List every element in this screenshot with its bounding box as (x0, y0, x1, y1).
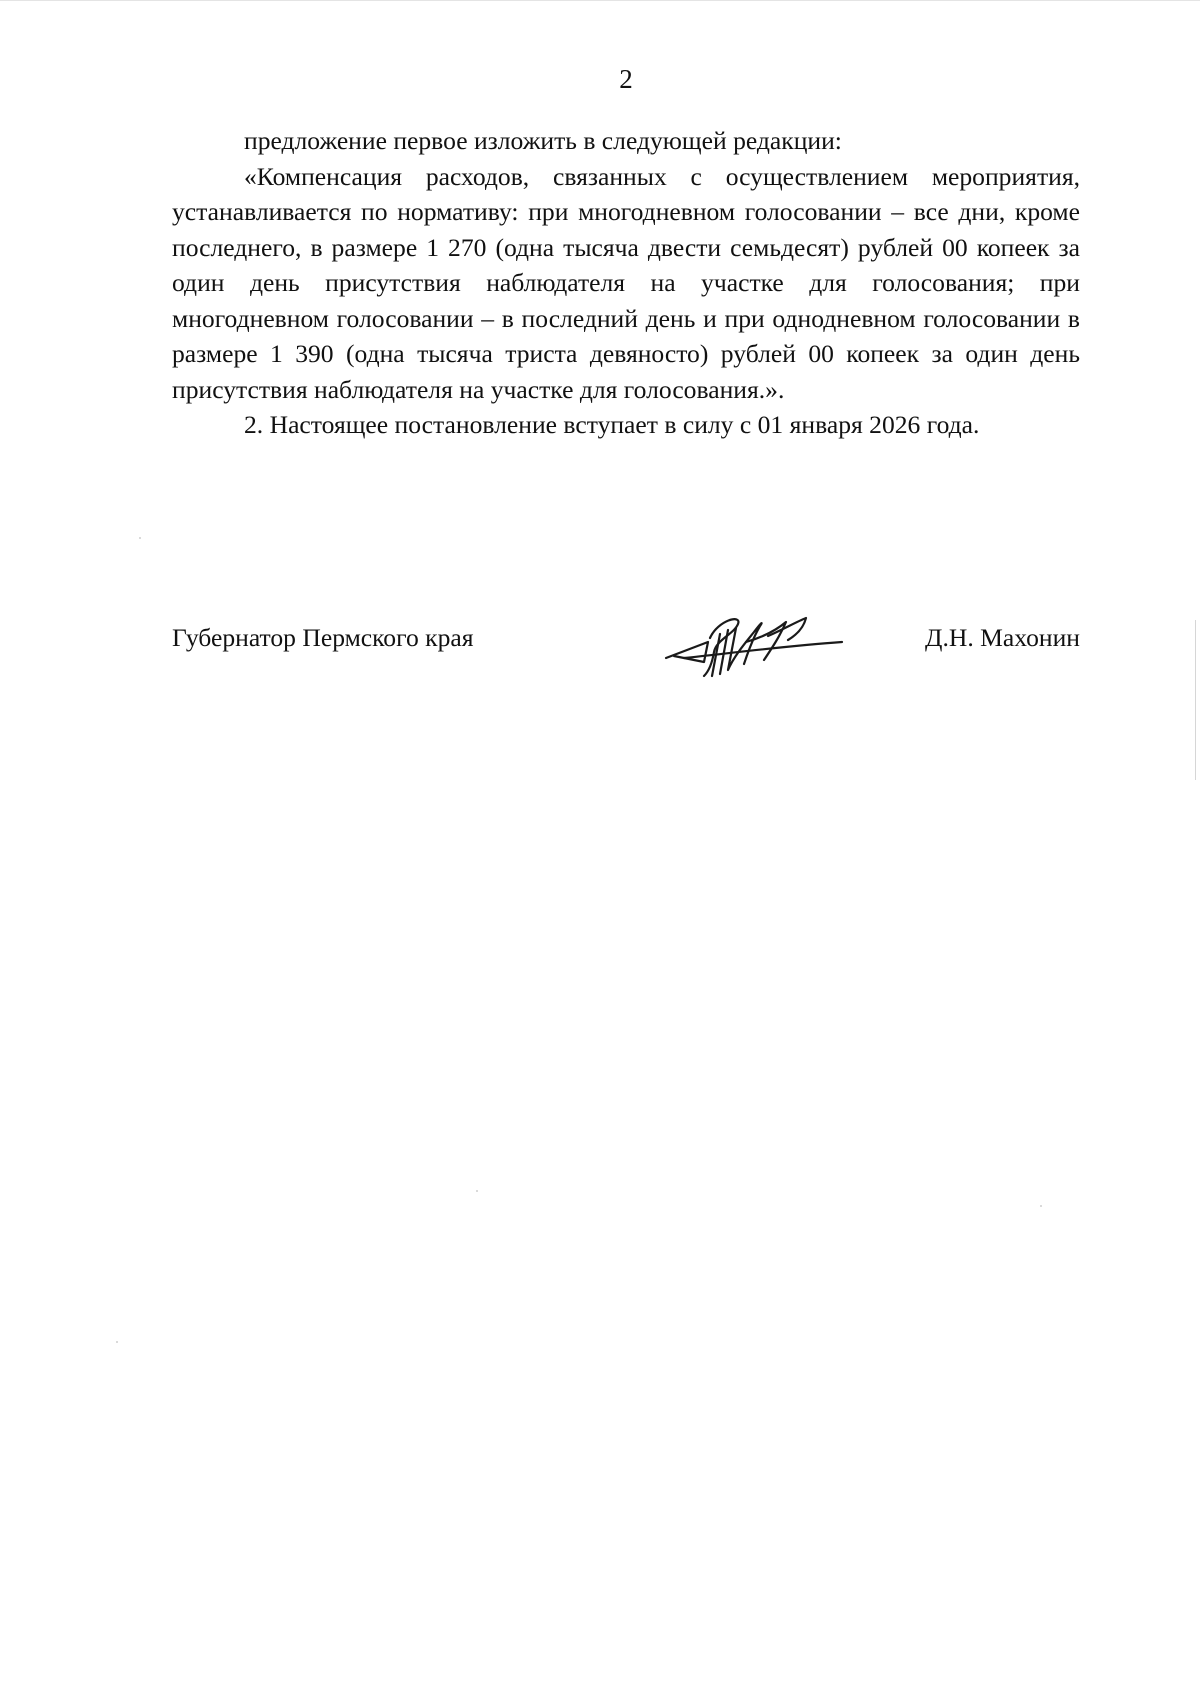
paragraph-intro: предложение первое изложить в следующей редакции: (244, 126, 842, 155)
page-number: 2 (619, 64, 633, 94)
paragraph-quote: «Компенсация расходов, связанных с осуществлением мероприятия, устанавливается по нормативу: при многодневном голосовании – все дни, кроме последнего, в размере 1 270 (одна тысяча двести семьдесят) рублей 00 копеек за один день присутствия наблюдателя на участке для голосования; при многодневном голосовании – в последний день и при однодневном голосовании в размере 1 390 (одна тысяча триста девяносто) рублей 00 копеек за один день присутствия наблюдателя на участке для голосования.». (172, 161, 1080, 404)
signer-name: Д.Н. Махонин (925, 623, 1080, 652)
signer-title: Губернатор Пермского края (172, 623, 474, 652)
scan-speck (1040, 1205, 1042, 1207)
scan-speck (139, 537, 141, 539)
scan-edge-right (1195, 620, 1196, 780)
paragraph-effective-date: 2. Настоящее постановление вступает в силу с 01 января 2026 года. (244, 410, 980, 439)
scan-speck (116, 1341, 118, 1343)
handwritten-signature (664, 612, 844, 678)
scan-speck (476, 1190, 478, 1192)
signature-block (172, 612, 1080, 682)
document-body (172, 123, 1080, 443)
scan-edge-top (0, 0, 1200, 1)
